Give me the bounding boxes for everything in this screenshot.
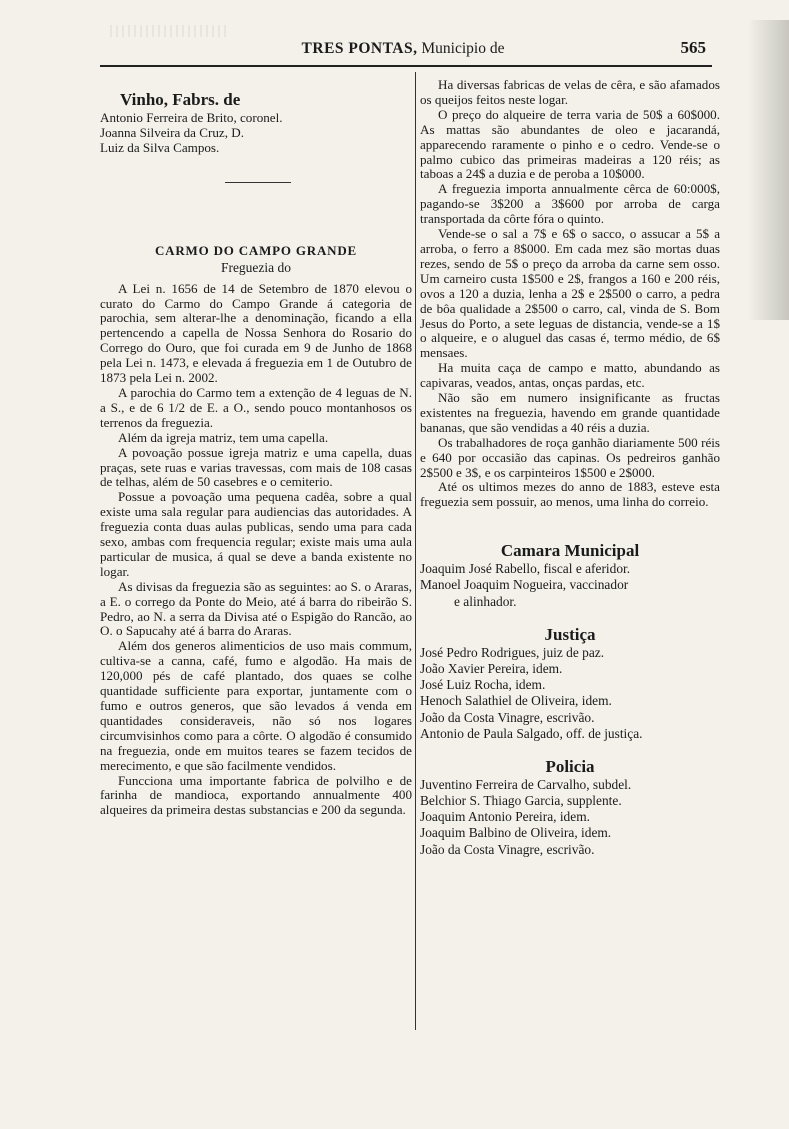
paragraph: A povoação possue igreja matriz e uma capella, duas praças, sete ruas e varias travessas, com mais de 108 casas de telhas, além de 50 casebres e o cemiterio. xyxy=(100,444,412,490)
column-divider xyxy=(415,72,416,1030)
header-title-rest: Municipio de xyxy=(417,40,505,57)
justica-entry: João da Costa Vinagre, escrivão. xyxy=(420,709,595,725)
running-header xyxy=(100,38,706,62)
paragraph: Possue a povoação uma pequena cadêa, sobre a qual existe uma sala regular para audiencias das autoridades. A freguezia conta duas aulas publicas, sendo uma para cada sexo, ambas com frequencia regular; existe mais uma aula particular de musica, á qual se deve a banda existente no logar. xyxy=(100,489,412,579)
policia-entry: João da Costa Vinagre, escrivão. xyxy=(420,841,595,857)
header-title xyxy=(100,40,706,58)
camara-heading: Camara Municipal xyxy=(500,541,640,561)
paragraph: Vende-se o sal a 7$ e 6$ o sacco, o assucar a 5$ a arroba, o ferro a 8$000. Em cada mez são mortas duas rezes, sendo de 5$ o preço da arroba da carne sem osso. Um carneiro custa 1$500 e 2$, frangos a 160 e 200 réis, ovos a 120 a duzia, lenha a 2$ e 2$500 o carro, a pedra de bôa qualidade a 2$500 o carro, cal, vinda de S. Bom Jesus do Porto, a sete leguas de distancia, vende-se a 1$ o alqueire, e o aluguel das casas é, termo médio, de 6$ mensaes. xyxy=(420,226,720,361)
camara-entry: Manoel Joaquim Nogueira, vaccinador xyxy=(420,577,629,593)
paragraph: Não são em numero insignificante as fructas existentes na freguezia, havendo em grande quantidade bananas, que são vendidas a 40 réis a duzia. xyxy=(420,390,720,435)
camara-entry: e alinhador. xyxy=(454,593,517,609)
camara-entry: Joaquim José Rabello, fiscal e aferidor. xyxy=(420,561,631,577)
justica-entry: João Xavier Pereira, idem. xyxy=(420,660,563,676)
policia-entry: Juventino Ferreira de Carvalho, subdel. xyxy=(420,776,632,792)
vinho-entry: Joanna Silveira da Cruz, D. xyxy=(100,124,244,140)
justica-heading: Justiça xyxy=(544,624,596,644)
paragraph: O preço do alqueire de terra varia de 50$ a 60$000. As mattas são abundantes de oleo e jacarandá, apparecendo raramente o pinho e o cedro. Vende-se o palmo cubico das primeiras madeiras a 120 réis; as taboas a 24$ a duzia e de peroba a 10$000. xyxy=(420,106,720,182)
paragraph: Funcciona uma importante fabrica de polvilho e de farinha de mandioca, exportando annualmente 400 alqueires da primeira destas substancias e 200 da segunda. xyxy=(100,772,412,818)
header-title-bold: TRES PONTAS, xyxy=(301,40,418,57)
justica-entry: Henoch Salathiel de Oliveira, idem. xyxy=(420,693,612,709)
left-column xyxy=(100,78,412,818)
paragraph: Ha muita caça de campo e matto, abundando as capivaras, veados, antas, onças pardas, etc. xyxy=(420,360,720,391)
justica-entry: José Pedro Rodrigues, juiz de paz. xyxy=(420,644,605,660)
section-subtitle: Freguezia do xyxy=(220,259,292,275)
paragraph: A Lei n. 1656 de 14 de Setembro de 1870 elevou o curato do Carmo do Campo Grande á categoria de parochia, sem alterar-lhe a denominação, ficando a ella pertencendo a capella de Nossa Senhora do Rosario do Corrego do Ouro, que foi curada em 9 de Junho de 1868 pela Lei n. 1473, e elevada á freguezia em 1 de Outubro de 1873 pela Lei n. 2002. xyxy=(100,280,412,386)
justica-entry: José Luiz Rocha, idem. xyxy=(420,677,546,693)
vinho-entry: Antonio Ferreira de Brito, coronel. xyxy=(100,110,283,125)
right-column xyxy=(420,78,720,858)
vinho-entry: Luiz da Silva Campos. xyxy=(100,139,220,155)
paragraph: As divisas da freguezia são as seguintes: ao S. o Araras, a E. o corrego da Ponte do Meio, até á barra do ribeirão S. Pedro, ao N. a serra da Divisa até o Espigão do Rancão, ao O. o Sapucahy até á barra do Araras. xyxy=(100,578,412,639)
policia-entry: Belchior S. Thiago Garcia, supplente. xyxy=(420,793,622,809)
policia-entry: Joaquim Antonio Pereira, idem. xyxy=(420,809,590,825)
paragraph: A freguezia importa annualmente cêrca de 60:000$, pagando-se 3$200 a 3$600 por arroba de carga transportada da côrte fóra o quinto. xyxy=(420,181,720,227)
policia-heading: Policia xyxy=(545,756,595,776)
paragraph: Ha diversas fabricas de velas de cêra, e são afamados os queijos feitos neste logar. xyxy=(420,77,720,107)
paragraph: Além dos generos alimenticios de uso mais commum, cultiva-se a canna, café, fumo e algodão. Ha mais de 120,000 pés de café plantado, dos quaes se colhe quantidade sufficiente para exportar, juntamente com o fumo e outros generos, que são levados á venda em quantidades consideraveis, não só nos logares circumvisinhos como para a côrte. O algodão é consumido na freguezia, onde em muitos teares se fazem tecidos de merecimento, e que são facilmente vendidos. xyxy=(100,638,412,773)
section-title: CARMO DO CAMPO GRANDE xyxy=(154,242,358,258)
paragraph: Além da igreja matriz, tem uma capella. xyxy=(118,429,329,445)
scan-noise xyxy=(110,25,230,37)
paragraph: Até os ultimos mezes do anno de 1883, esteve esta freguezia sem possuir, ao menos, uma linha do correio. xyxy=(420,479,720,510)
page-number: 565 xyxy=(680,38,706,57)
paragraph: Os trabalhadores de roça ganhão diariamente 500 réis e 640 por occasião das capinas. Os pedreiros ganhão 2$500 e 3$, e os carpinteiros 1$500 e 2$000. xyxy=(420,434,720,480)
header-rule xyxy=(100,65,712,67)
policia-entry: Joaquim Balbino de Oliveira, idem. xyxy=(420,825,612,841)
vinho-list xyxy=(100,111,412,156)
page-edge-shadow xyxy=(747,20,789,320)
vinho-heading: Vinho, Fabrs. de xyxy=(120,90,241,109)
justica-entry: Antonio de Paula Salgado, off. de justiça. xyxy=(420,725,643,741)
section-separator xyxy=(225,182,291,183)
paragraph: A parochia do Carmo tem a extenção de 4 leguas de N. a S., e de 6 1/2 de E. a O., sendo pouco montanhosos os terrenos da freguezia. xyxy=(100,384,412,430)
